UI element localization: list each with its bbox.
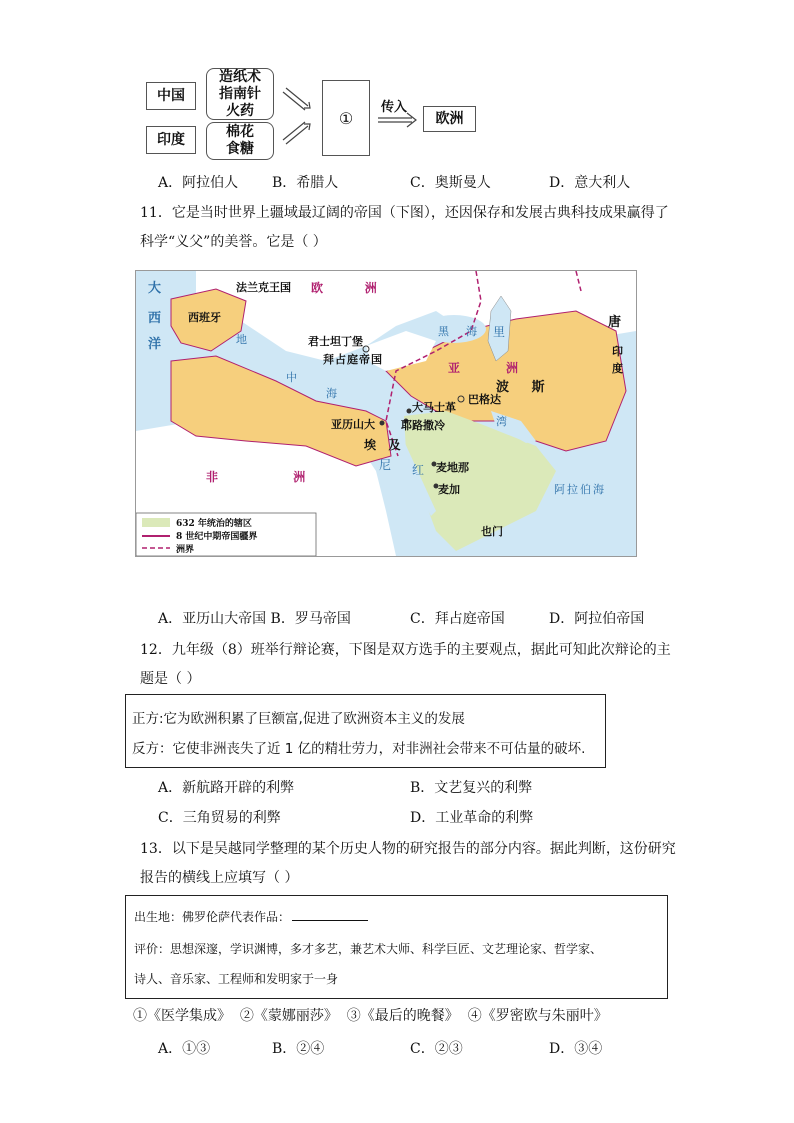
map-med-label: 中 [286, 371, 297, 384]
q11-option-c[interactable]: C．拜占庭帝国 [410, 611, 505, 627]
map-sea-label: 黑 [438, 325, 449, 338]
china-item: 指南针 [219, 85, 261, 102]
map-arabian-sea-label: 阿拉伯海 [554, 483, 606, 496]
china-box: 中国 [146, 82, 196, 110]
map-sea-label: 里 [493, 325, 506, 339]
map-ocean-label: 大 [148, 281, 162, 296]
legend-item-green: 632 年统治的辖区 [176, 519, 252, 529]
china-items-box [206, 68, 274, 120]
map-persia-label: 波 斯 [496, 380, 545, 395]
map-medina-label: 麦地那 [436, 461, 469, 474]
map-europe-label: 欧 洲 [311, 281, 377, 295]
map-frank-label: 法兰克王国 [236, 281, 291, 294]
map-baghdad-label: 巴格达 [468, 393, 501, 406]
q12-option-d[interactable]: D．工业革命的利弊 [410, 810, 534, 826]
legend-item-border: 8 世纪中期帝国疆界 [176, 532, 258, 542]
map-nile-label: 尼 [379, 458, 392, 472]
q13-option-c[interactable]: C．②③ [410, 1041, 463, 1057]
q13-blank-line[interactable] [292, 908, 368, 921]
q13-stem-line2: 报告的横线上应填写（ ） [140, 870, 299, 886]
q12-option-b[interactable]: B．文艺复兴的利弊 [410, 780, 533, 796]
q12-pro-text: 正方:它为欧洲积累了巨额富,促进了欧洲资本主义的发展 [132, 711, 465, 727]
q13-option-b[interactable]: B．②④ [272, 1041, 325, 1057]
map-tang-label: 唐 [608, 315, 622, 330]
india-item: 棉花 [226, 124, 254, 140]
q13-option-a[interactable]: A．①③ [158, 1041, 211, 1057]
map-sea-label: 海 [466, 325, 477, 338]
q11-stem-line2: 科学“义父”的美誉。它是（ ） [140, 234, 327, 250]
india-box: 印度 [146, 126, 196, 154]
map-med-label: 海 [326, 387, 337, 400]
map-mecca-label: 麦加 [438, 483, 460, 496]
q13-report-line3: 诗人、音乐家、工程师和发明家于一身 [134, 972, 339, 986]
q13-report-label: 出生地：佛罗伦萨代表作品： [134, 910, 291, 924]
q13-option-d[interactable]: D．③④ [549, 1041, 603, 1057]
q11-option-ab[interactable]: A．亚历山大帝国 B．罗马帝国 [158, 611, 351, 627]
map-egypt-label: 埃 及 [364, 438, 401, 452]
q12-con-text: 反方：它使非洲丧失了近 1 亿的精壮劳力，对非洲社会带来不可估量的破坏. [132, 741, 586, 757]
q10-option-d[interactable]: D．意大利人 [549, 175, 631, 191]
q13-stem-line1: 13．以下是吴越同学整理的某个历史人物的研究报告的部分内容。据此判断，这份研究 [140, 841, 676, 857]
q11-stem-line1: 11．它是当时世界上疆域最辽阔的帝国（下图），还因保存和发展古典科技成果赢得了 [140, 205, 669, 221]
unknown-box: ① [322, 80, 370, 156]
india-items-box [206, 122, 274, 160]
map-med-label: 地 [236, 333, 247, 346]
map-spain-label: 西班牙 [188, 311, 221, 324]
q11-option-d[interactable]: D．阿拉伯帝国 [549, 611, 645, 627]
india-item: 食糖 [226, 141, 254, 157]
map-asia-label: 亚 洲 [448, 361, 518, 375]
q12-debate-box [125, 694, 606, 768]
q13-report-line2: 评价：思想深邃，学识渊博，多才多艺，兼艺术大师、科学巨匠、文艺理论家、哲学家、 [134, 942, 603, 956]
arrow-label: 传入 [381, 100, 408, 115]
q12-stem-line1: 12．九年级（8）班举行辩论赛，下图是双方选手的主要观点，据此可知此次辩论的主 [140, 642, 671, 658]
empire-map [135, 270, 637, 557]
q10-option-b[interactable]: B．希腊人 [272, 175, 339, 191]
china-item: 造纸术 [219, 68, 261, 85]
legend-item-continent: 洲界 [176, 545, 195, 555]
q12-stem-line2: 题是（ ） [140, 671, 201, 687]
map-gulf-label: 湾 [496, 415, 507, 428]
q10-option-a[interactable]: A．阿拉伯人 [158, 175, 239, 191]
map-ocean-label: 西 [148, 311, 162, 326]
map-jerusalem-label: 耶路撒冷 [401, 419, 445, 432]
map-byzantine-label: 拜占庭帝国 [323, 353, 383, 366]
map-constantinople-label: 君士坦丁堡 [308, 335, 363, 348]
map-aden-label: 也门 [481, 525, 503, 538]
map-africa-label: 非 洲 [206, 470, 306, 484]
map-damascus-label: 大马士革 [412, 401, 456, 414]
europe-box: 欧洲 [423, 106, 476, 132]
map-india-label: 印度 [612, 345, 623, 375]
q12-option-c[interactable]: C．三角贸易的利弊 [158, 810, 281, 826]
map-red-sea-label: 红 [412, 463, 425, 477]
q10-option-c[interactable]: C．奥斯曼人 [410, 175, 491, 191]
map-ocean-label: 洋 [148, 337, 162, 352]
map-alexandria-label: 亚历山大 [331, 418, 375, 431]
q13-report-line1 [134, 908, 368, 925]
q13-report-box [125, 895, 668, 999]
q12-option-a[interactable]: A．新航路开辟的利弊 [158, 780, 295, 796]
q13-choices: ①《医学集成》 ②《蒙娜丽莎》 ③《最后的晚餐》 ④《罗密欧与朱丽叶》 [133, 1008, 608, 1024]
china-item: 火药 [226, 102, 254, 119]
